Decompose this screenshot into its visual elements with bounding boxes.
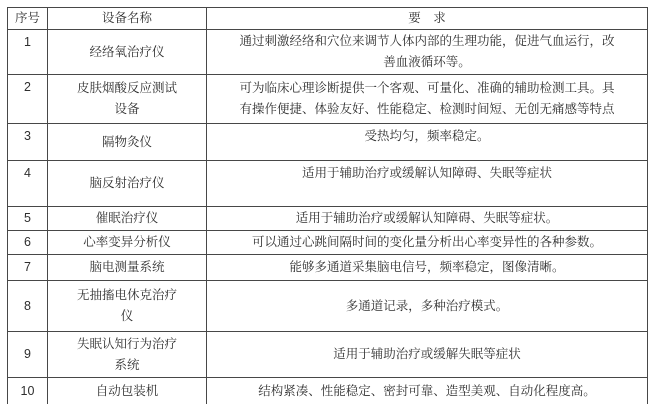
row-number-cell: 3 bbox=[8, 124, 48, 161]
requirement-cell: 可为临床心理诊断提供一个客观、可量化、准确的辅助检测工具。具有操作便捷、体验友好、性能稳定、检测时间短、无创无痛感等特点 bbox=[207, 75, 648, 124]
equipment-name-cell: 隔物灸仪 bbox=[48, 124, 207, 161]
row-number-cell: 8 bbox=[8, 281, 48, 332]
table-row bbox=[8, 124, 648, 161]
row-number-cell: 7 bbox=[8, 255, 48, 281]
requirement-cell: 可以通过心跳间隔时间的变化量分析出心率变异性的各种参数。 bbox=[207, 231, 648, 255]
equipment-name-cell: 心率变异分析仪 bbox=[48, 231, 207, 255]
row-number-cell: 2 bbox=[8, 75, 48, 124]
requirement-cell: 通过刺激经络和穴位来调节人体内部的生理功能，促进气血运行，改善血液循环等。 bbox=[207, 30, 648, 75]
equipment-requirements-table bbox=[7, 7, 648, 404]
equipment-name-cell: 经络氧治疗仪 bbox=[48, 30, 207, 75]
col-header-number: 序号 bbox=[8, 8, 48, 30]
requirement-cell: 适用于辅助治疗或缓解失眠等症状 bbox=[207, 332, 648, 378]
row-number-cell: 4 bbox=[8, 161, 48, 207]
row-number-cell: 9 bbox=[8, 332, 48, 378]
requirement-cell: 受热均匀，频率稳定。 bbox=[207, 124, 648, 161]
equipment-name-cell: 脑反射治疗仪 bbox=[48, 161, 207, 207]
table-row bbox=[8, 255, 648, 281]
row-number-cell: 1 bbox=[8, 30, 48, 75]
header-row bbox=[8, 8, 648, 30]
table-row bbox=[8, 378, 648, 404]
row-number-cell: 5 bbox=[8, 207, 48, 231]
table-row bbox=[8, 281, 648, 332]
table-body bbox=[8, 30, 648, 404]
equipment-name-cell: 失眠认知行为治疗系统 bbox=[48, 332, 207, 378]
table-row bbox=[8, 231, 648, 255]
equipment-name-cell: 自动包装机 bbox=[48, 378, 207, 404]
row-number-cell: 10 bbox=[8, 378, 48, 404]
requirement-cell: 适用于辅助治疗或缓解认知障碍、失眠等症状 bbox=[207, 161, 648, 207]
requirement-cell: 结构紧凑、性能稳定、密封可靠、造型美观、自动化程度高。 bbox=[207, 378, 648, 404]
table-row bbox=[8, 30, 648, 75]
row-number-cell: 6 bbox=[8, 231, 48, 255]
requirement-cell: 适用于辅助治疗或缓解认知障碍、失眠等症状。 bbox=[207, 207, 648, 231]
table-row bbox=[8, 75, 648, 124]
requirement-cell: 能够多通道采集脑电信号，频率稳定，图像清晰。 bbox=[207, 255, 648, 281]
requirement-cell: 多通道记录，多种治疗模式。 bbox=[207, 281, 648, 332]
col-header-requirement: 要 求 bbox=[207, 8, 648, 30]
table-row bbox=[8, 332, 648, 378]
table-row bbox=[8, 161, 648, 207]
table-row bbox=[8, 207, 648, 231]
equipment-name-cell: 无抽搐电休克治疗仪 bbox=[48, 281, 207, 332]
equipment-name-cell: 皮肤烟酸反应测试设备 bbox=[48, 75, 207, 124]
equipment-name-cell: 催眠治疗仪 bbox=[48, 207, 207, 231]
col-header-equipment: 设备名称 bbox=[48, 8, 207, 30]
equipment-name-cell: 脑电测量系统 bbox=[48, 255, 207, 281]
